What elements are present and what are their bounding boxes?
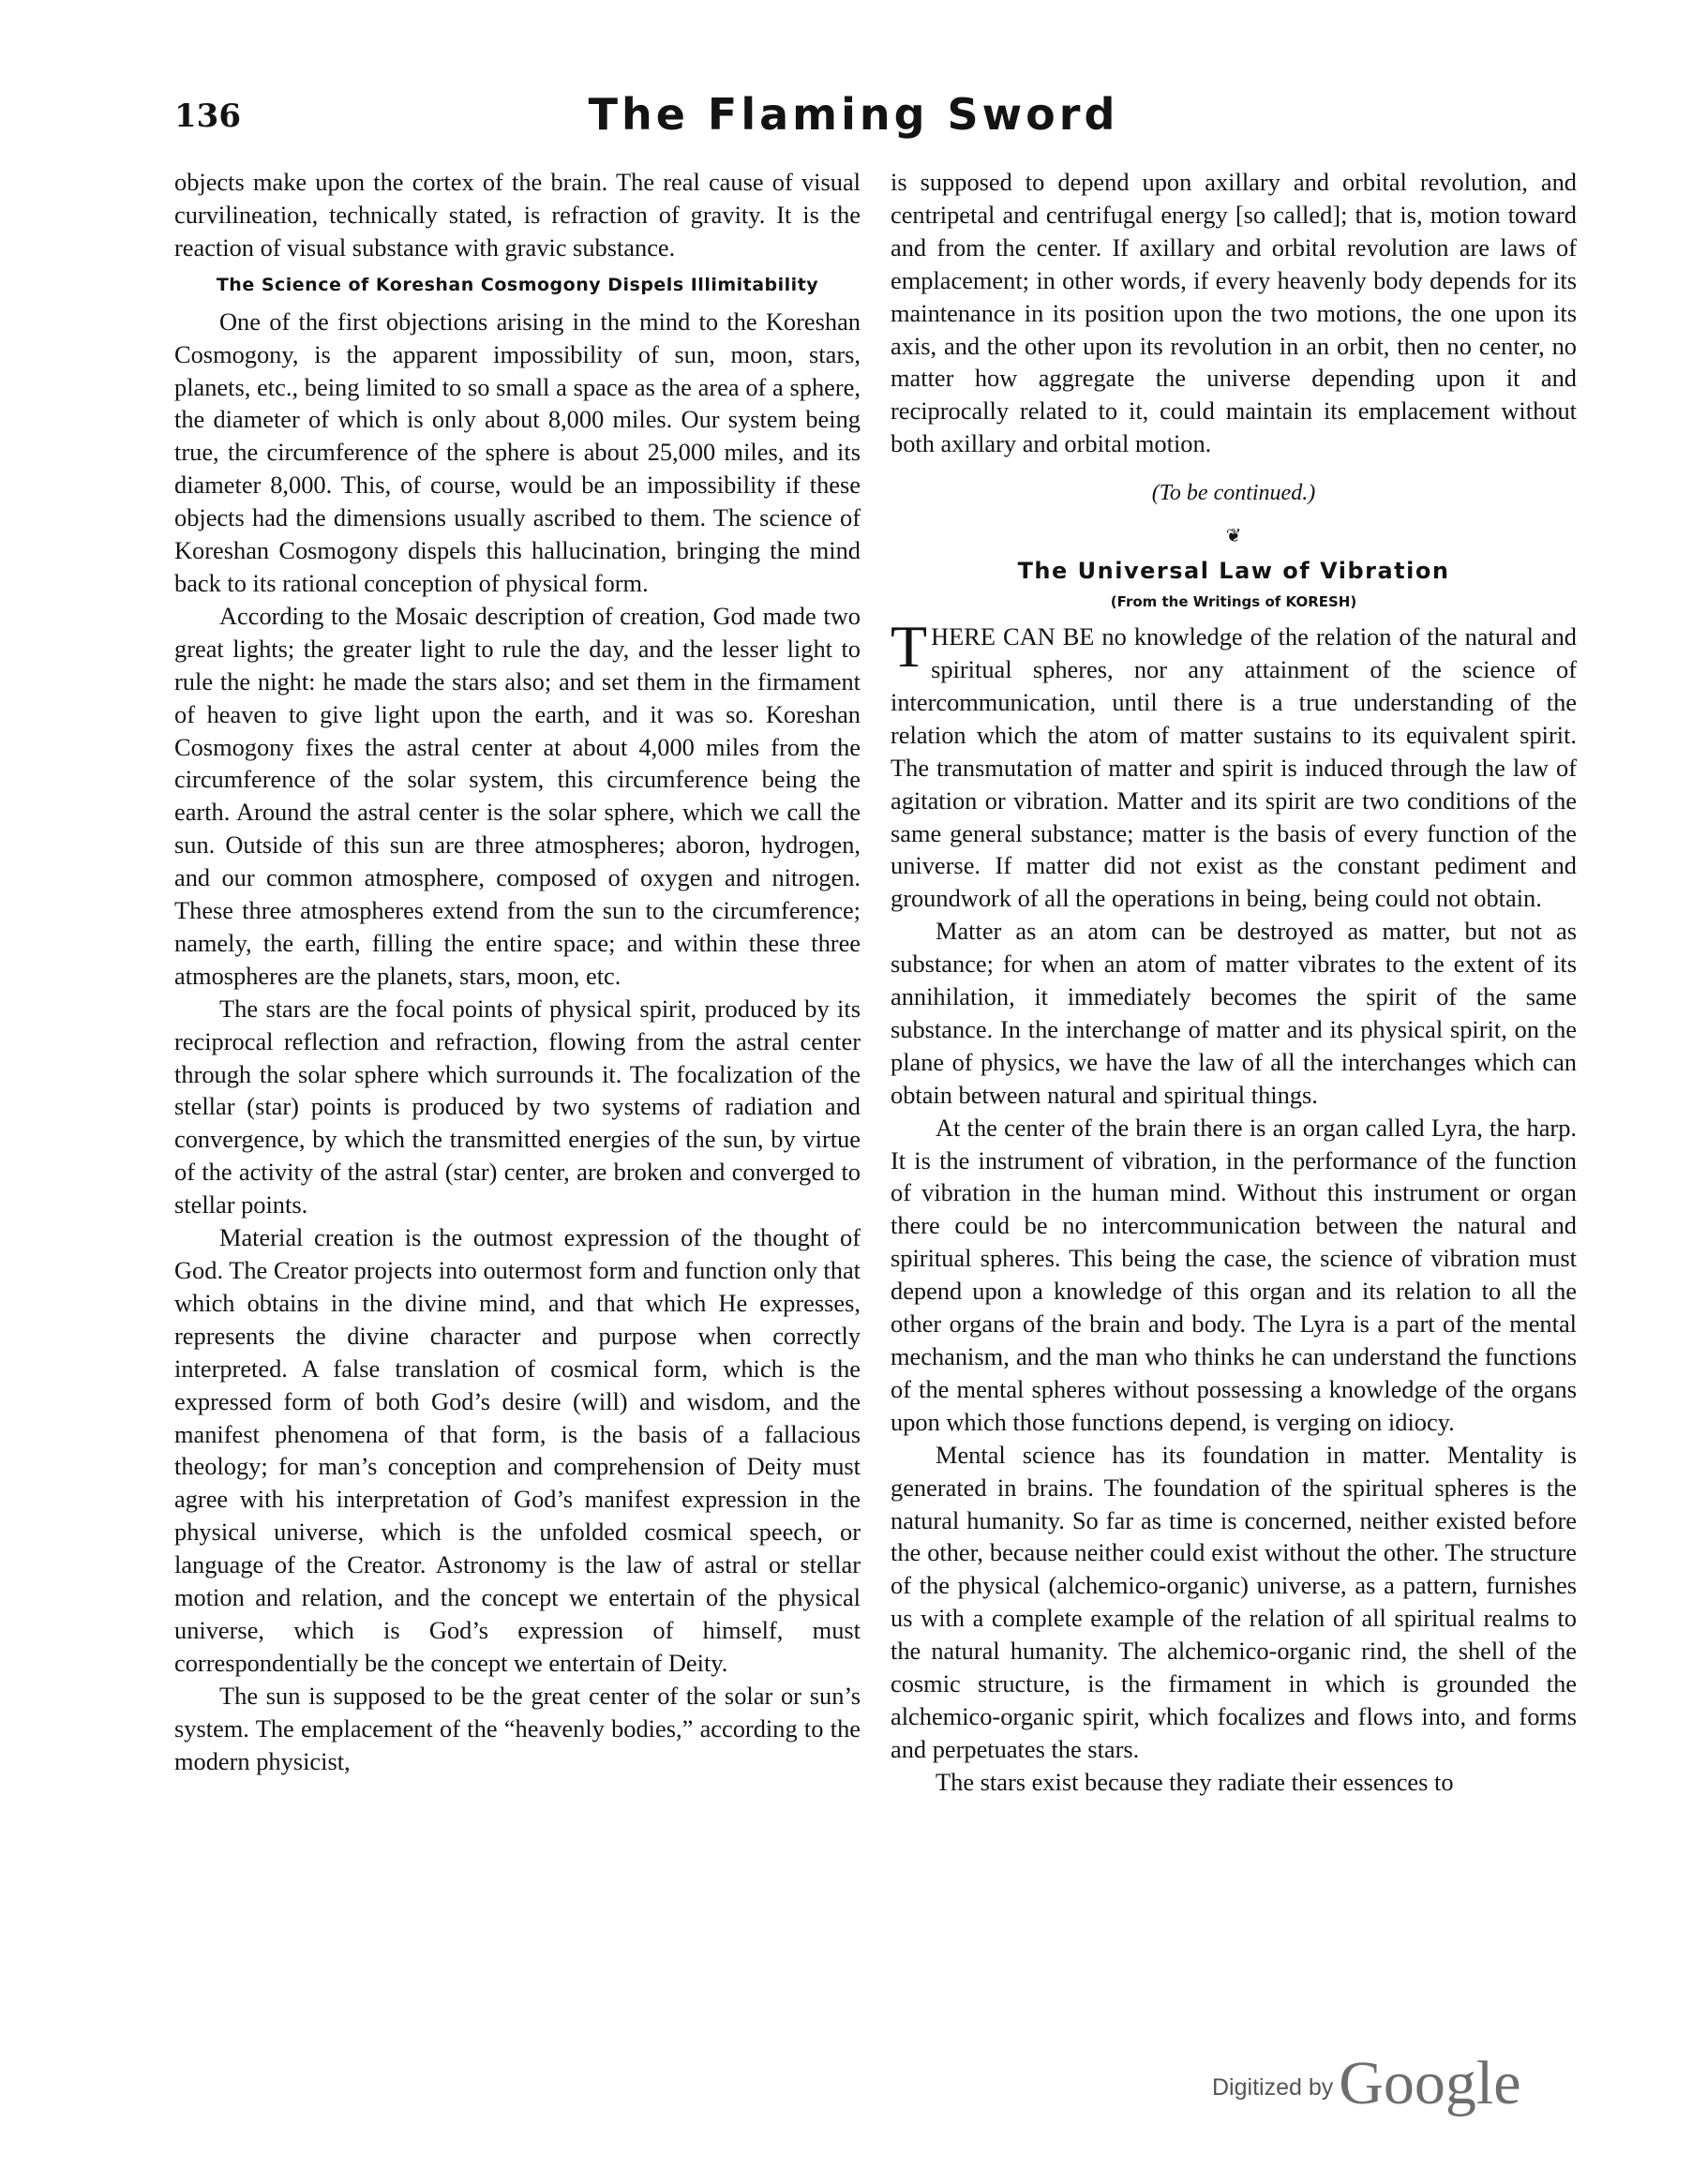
digitized-label: Digitized by xyxy=(1212,2074,1334,2101)
fleuron-icon: ❦ xyxy=(1225,526,1242,547)
paragraph: At the center of the brain there is an organ called Lyra, the harp. It is the instrument of vibration, in the performance of the function of vibration in the human mind. Without this instrument or organ there could be no intercommunication between the natural and spiritual spheres. This being the case, the science of vibration must depend upon a knowledge of this organ and its relation to all the other organs of the brain and body. The Lyra is a part of the mental mechanism, and the man who thinks he can understand the functions of the mental spheres without possessing a knowledge of the organs upon which those functions depend, is verging on idiocy. xyxy=(891,1113,1577,1436)
paragraph: One of the first objections arising in the mind to the Koreshan Cosmogony, is the apparent impossibility of sun, moon, stars, planets, etc., being limited to so small a space as the area of a sphere, the diameter of which is only about 8,000 miles. Our system being true, the circumference of the sphere is about 25,000 miles, and its diameter 8,000. This, of course, would be an impossibility if these objects had the dimensions usually ascribed to them. The science of Koreshan Cosmogony dispels this hallucination, bringing the mind back to its rational conception of physical form. xyxy=(174,307,861,597)
paragraph: The sun is supposed to be the great center of the solar or sun’s system. The emplacement of the “heavenly bodies,” according to the modern physicist, xyxy=(174,1681,861,1775)
paragraph: According to the Mosaic description of creation, God made two great lights; the greater light to rule the day, and the lesser light to rule the night: he made the stars also; and set them in the firmament of heaven to give light upon the earth, and it was so. Koreshan Cosmogony fixes the astral center at about 4,000 miles from the circumference of the solar system, this circumference being the earth. Around the astral center is the solar sphere, which we call the sun. Outside of this sun are three atmospheres; aboron, hydrogen, and our common atmosphere, composed of oxygen and nitrogen. These three atmospheres extend from the sun to the circumference; namely, the earth, filling the entire space; and within these three atmospheres are the planets, stars, moon, etc. xyxy=(174,601,861,990)
paragraph: Material creation is the outmost expression of the thought of God. The Creator projects into outermost form and function only that which obtains in the divine mind, and that which He expresses, represents the divine character and purpose when correctly interpreted. A false translation of cosmical form, which is the expressed form of both God’s desire (will) and wisdom, and the manifest phenomena of that form, is the basis of a fallacious theology; for man’s conception and comprehension of Deity must agree with his interpretation of God’s manifest expression in the physical universe, which is the unfolded cosmical speech, or language of the Creator. Astronomy is the law of astral or stellar motion and relation, and the concept we entertain of the physical universe, which is God’s expression of himself, must correspondentially be the concept we entertain of Deity. xyxy=(174,1223,861,1677)
source-line: (From the Writings of KORESH) xyxy=(1110,593,1357,611)
google-logo: Google xyxy=(1339,2049,1521,2117)
paragraph: The stars exist because they radiate their essences to xyxy=(936,1767,1454,1796)
right-column xyxy=(891,166,1577,1799)
paragraph-body: no knowledge of the relation of the natural and spiritual spheres, nor any attainment of the science of intercommunication, until there is a true understanding of the relation which the atom of matter sustains to its equivalent spirit. The transmutation of matter and spirit is induced through the law of agitation or vibration. Matter and its spirit are two conditions of the same general substance; matter is the basis of every function of the universe. If matter did not exist as the constant pediment and groundwork of all the operations in being, being could not obtain. xyxy=(891,622,1577,913)
paragraph: The stars are the focal points of physical spirit, produced by its reciprocal reflection and refraction, flowing from the astral center through the solar sphere which surrounds it. The focalization of the stellar (star) points is produced by two systems of radiation and convergence, by which the transmitted energies of the sun, by virtue of the activity of the astral (star) center, are broken and converged to stellar points. xyxy=(174,994,861,1219)
paragraph: Mental science has its foundation in matter. Mentality is generated in brains. The foundation of the spiritual spheres is the natural humanity. So far as time is concerned, neither existed before the other, because neither could exist without the other. The structure of the physical (alchemico-organic) universe, as a pattern, furnishes us with a complete example of the relation of all spiritual realms to the natural humanity. The alchemico-organic rind, the shell of the cosmic structure, is the firmament in which is grounded the alchemico-organic spirit, which focalizes and flows into, and forms and perpetuates the stars. xyxy=(891,1440,1577,1763)
paragraph: objects make upon the cortex of the brain. The real cause of visual curvilineation, technically stated, is refraction of gravity. It is the reaction of visual substance with gravic substance. xyxy=(174,168,861,262)
running-title: The Flaming Sword xyxy=(588,89,1119,140)
lead-in: HERE CAN BE xyxy=(931,622,1095,651)
section-heading: The Science of Koreshan Cosmogony Dispels Illimitability xyxy=(216,274,819,295)
drop-cap: T xyxy=(891,613,928,681)
continued-note: (To be continued.) xyxy=(1151,481,1316,506)
digitized-watermark xyxy=(1212,2042,1521,2117)
left-column xyxy=(174,166,861,1778)
article-title: The Universal Law of Vibration xyxy=(1017,558,1450,585)
paragraph xyxy=(891,613,1577,915)
page-number: 136 xyxy=(174,97,241,135)
paragraph: is supposed to depend upon axillary and orbital revolution, and centripetal and centrifugal energy [so called]; that is, motion toward and from the center. If axillary and orbital revolution are laws of emplacement; in other words, if every heavenly body depends for its maintenance in its position upon the two motions, the one upon its axis, and the other upon its revolution in an orbit, then no center, no matter how aggregate the universe depending upon it and reciprocally related to it, could maintain its emplacement without both axillary and orbital motion. xyxy=(891,168,1577,458)
paragraph: Matter as an atom can be destroyed as matter, but not as substance; for when an atom of matter vibrates to the extent of its annihilation, it immediately becomes the spirit of the same substance. In the interchange of matter and its physical spirit, on the plane of physics, we have the law of all the interchanges which can obtain between natural and spiritual things. xyxy=(891,917,1577,1109)
